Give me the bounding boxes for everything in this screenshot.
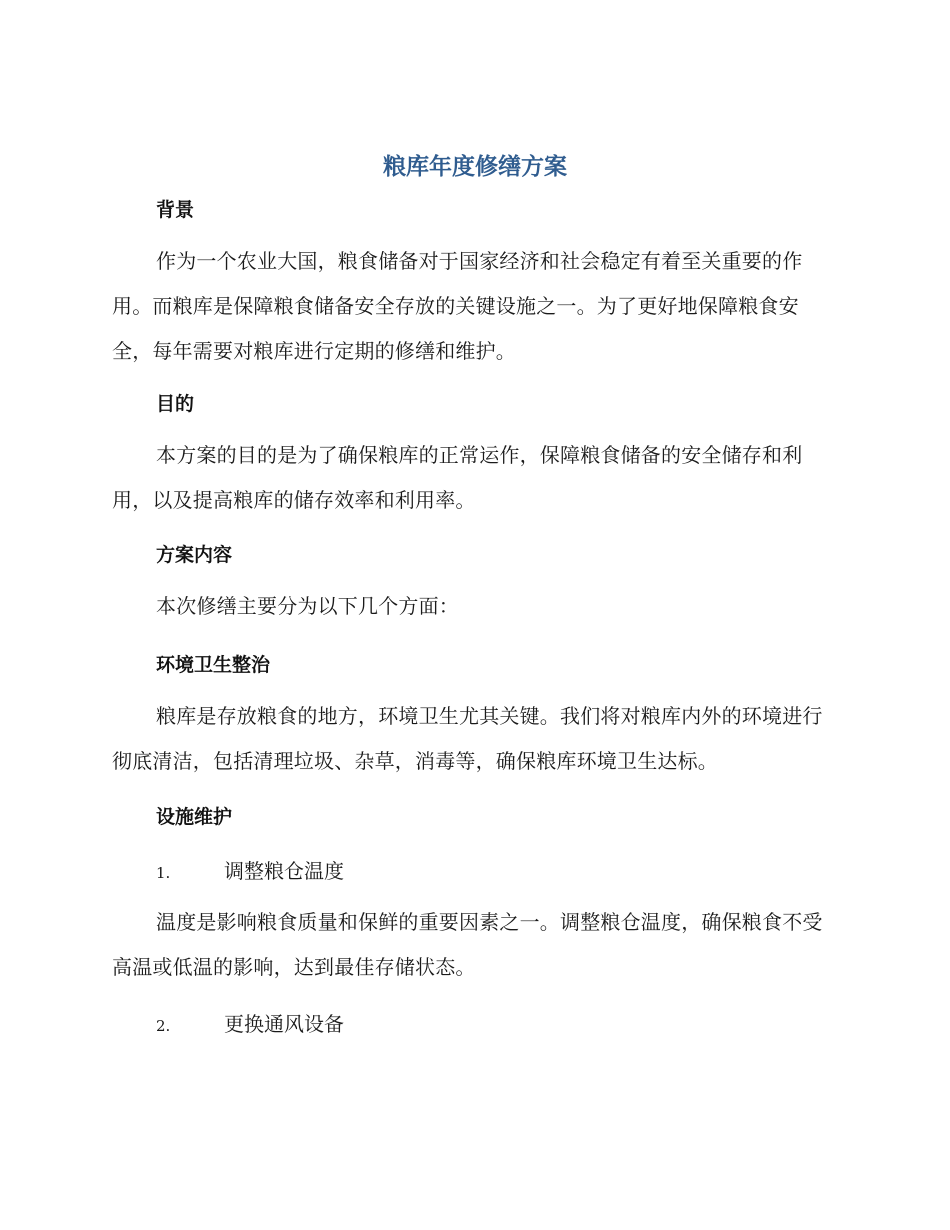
list-number: 1. xyxy=(156,864,171,882)
section-heading-environment: 环境卫生整治 xyxy=(156,654,271,676)
page-title: 粮库年度修缮方案 xyxy=(383,154,567,180)
list-item-label: 调整粮仓温度 xyxy=(224,859,344,883)
section-heading-background: 背景 xyxy=(156,199,195,221)
list-item-temperature xyxy=(156,855,344,884)
section-heading-facilities: 设施维护 xyxy=(156,806,233,828)
paragraph-background: 作为一个农业大国，粮食储备对于国家经济和社会稳定有着至关重要的作用。而粮库是保障粮食储备安全存放的关键设施之一。为了更好地保障粮食安全，每年需要对粮库进行定期的修缮和维护。 xyxy=(112,249,803,363)
list-item-label: 更换通风设备 xyxy=(224,1012,344,1036)
paragraph-purpose: 本方案的目的是为了确保粮库的正常运作，保障粮食储备的安全储存和利用，以及提高粮库的储存效率和利用率。 xyxy=(112,443,803,512)
section-heading-content: 方案内容 xyxy=(156,544,233,566)
paragraph-temperature: 温度是影响粮食质量和保鲜的重要因素之一。调整粮仓温度，确保粮食不受高温或低温的影响，达到最佳存储状态。 xyxy=(112,910,823,979)
paragraph-content: 本次修缮主要分为以下几个方面： xyxy=(156,594,459,618)
list-number: 2. xyxy=(156,1017,171,1035)
paragraph-environment: 粮库是存放粮食的地方，环境卫生尤其关键。我们将对粮库内外的环境进行彻底清洁，包括清理垃圾、杂草，消毒等，确保粮库环境卫生达标。 xyxy=(112,704,823,773)
section-heading-purpose: 目的 xyxy=(156,393,195,415)
list-item-ventilation xyxy=(156,1008,344,1037)
